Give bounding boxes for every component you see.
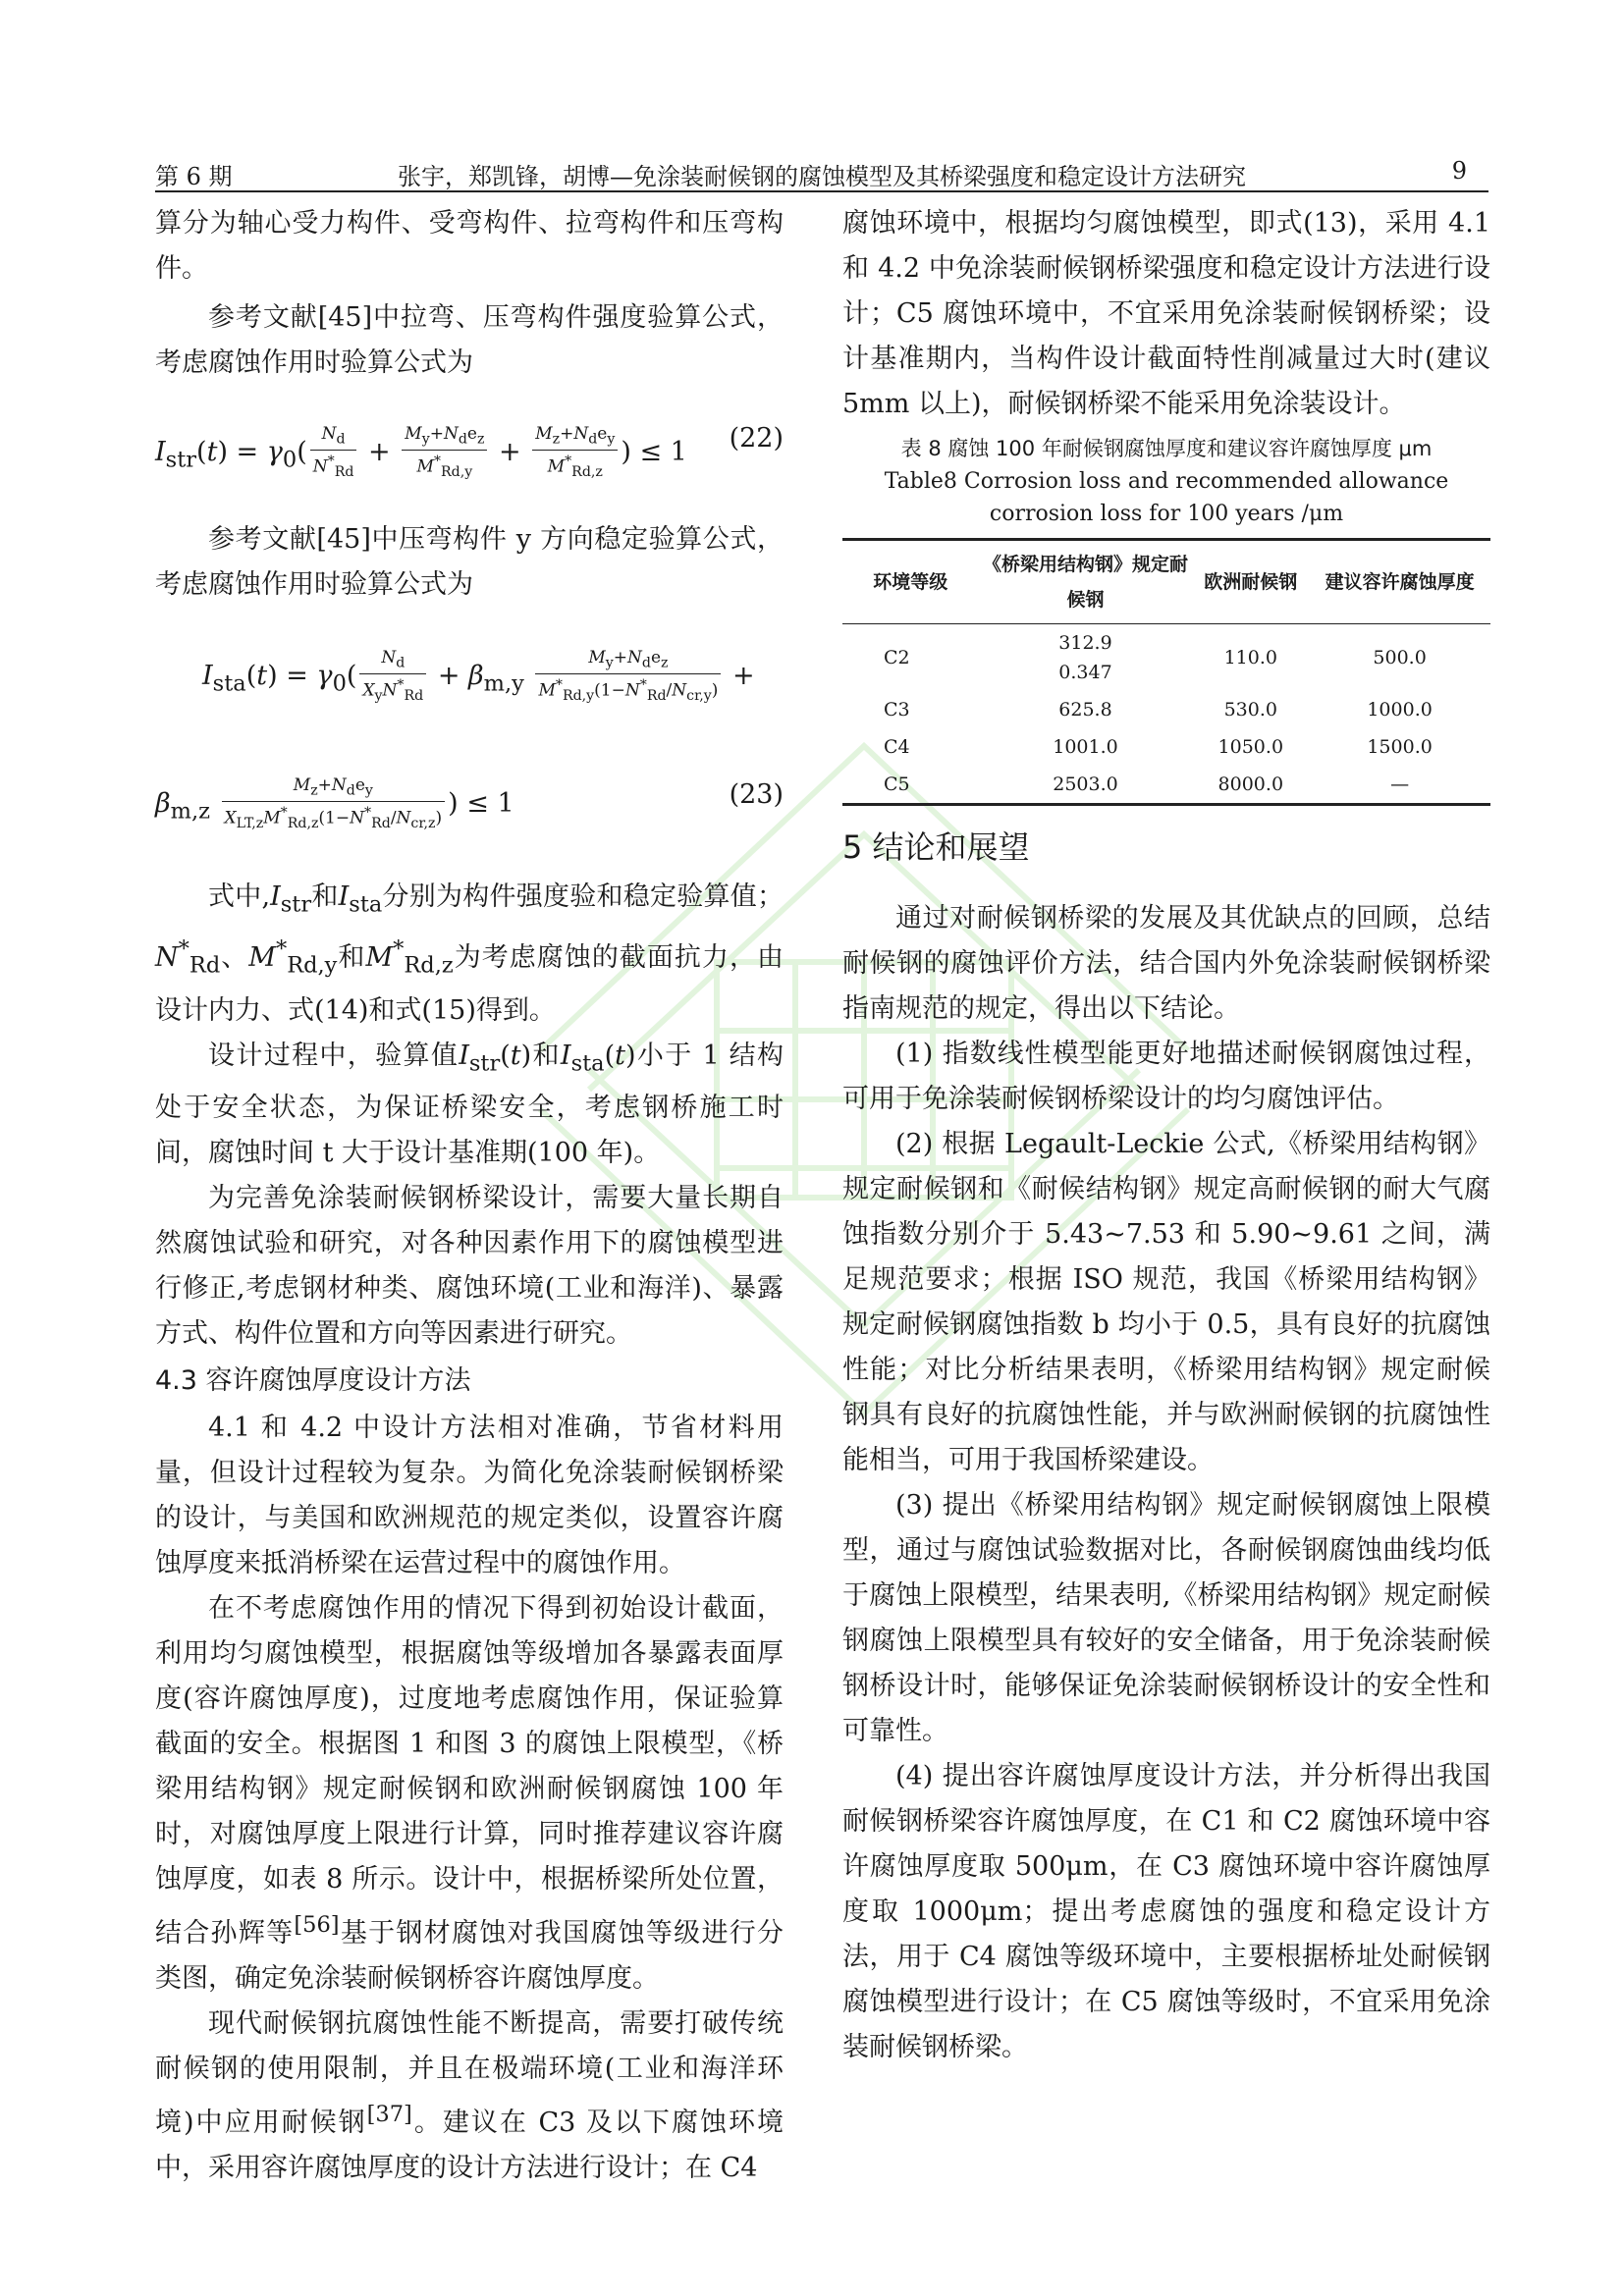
table-cell: 530.0	[1223, 699, 1277, 721]
paragraph: (4) 提出容许腐蚀厚度设计方法，并分析得出我国耐候钢桥梁容许腐蚀厚度，在 C1 和 C2 腐蚀环境中容许腐蚀厚度取 500μm，在 C3 腐蚀环境中容许腐蚀厚度取 1000μm；提出考虑腐蚀的强度和稳定设计方法，用于 C4 腐蚀等级环境中，主要根据桥址处耐候钢腐蚀模型进行设计；在 C5 腐蚀等级时，不宜采用免涂装耐候钢桥梁。	[842, 1761, 1490, 2062]
table-cell: C2	[884, 647, 910, 668]
paragraph: (3) 提出《桥梁用结构钢》规定耐候钢腐蚀上限模型，通过与腐蚀试验数据对比，各耐候钢腐蚀曲线均低于腐蚀上限模型，结果表明,《桥梁用结构钢》规定耐候钢腐蚀上限模型具有较好的安全储备，用于免涂装耐候钢桥设计时，能够保证免涂装耐候钢桥设计的安全性和可靠性。	[842, 1490, 1490, 1746]
equation-22: $I_{str}(t) = \gamma_0$( $\frac{N_d}{N^*_{Rd}}$ + $\frac{M_y+N_de_z}{M^*_{Rd,y}}$ + $\frac{M_z+N_de_y}{M^*_{Rd,z}}$ ) ≤ 1 (22)	[155, 423, 784, 481]
table-header-cell: 欧洲耐候钢	[1204, 571, 1298, 593]
table-8	[842, 538, 1490, 806]
table-header-cell: 《桥梁用结构钢》规定耐候钢	[982, 554, 1188, 611]
paragraph: (2) 根据 Legault-Leckie 公式,《桥梁用结构钢》规定耐候钢和《耐候结构钢》规定高耐候钢的耐大气腐蚀指数分别介于 5.43~7.53 和 5.90~9.61 之间，满足规范要求；根据 ISO 规范，我国《桥梁用结构钢》规定耐候钢腐蚀指数 b 均小于 0.5，具有良好的抗腐蚀性能；对比分析结果表明，《桥梁用结构钢》规定耐候钢具有良好的抗腐蚀性能，并与欧洲耐候钢的抗腐蚀性能相当，可用于我国桥梁建设。	[842, 1129, 1490, 1475]
paragraph: 参考文献[45]中压弯构件 y 方向稳定验算公式，考虑腐蚀作用时验算公式为	[155, 524, 784, 600]
left-column	[155, 201, 784, 2191]
section-heading-5: 5 结论和展望	[842, 828, 1030, 866]
citation: [37]	[366, 2102, 412, 2128]
table-cell: 1000.0	[1367, 699, 1433, 721]
right-column	[842, 201, 1490, 2070]
table-cell: 110.0	[1223, 647, 1277, 668]
paragraph: (1) 指数线性模型能更好地描述耐候钢腐蚀过程，可用于免涂装耐候钢桥梁设计的均匀腐蚀评估。	[842, 1039, 1490, 1114]
table-cell: 1001.0	[1053, 736, 1118, 758]
table-cell: 500.0	[1373, 647, 1427, 668]
equation-number: (22)	[729, 423, 784, 454]
table-header-cell: 建议容许腐蚀厚度	[1325, 571, 1475, 593]
table-row	[842, 624, 1490, 692]
paragraph: 为完善免涂装耐候钢桥梁设计，需要大量长期自然腐蚀试验和研究，对各种因素作用下的腐蚀模型进行修正,考虑钢材种类、腐蚀环境(工业和海洋)、暴露方式、构件位置和方向等因素进行研究。	[155, 1183, 784, 1350]
table-cell: —	[1390, 774, 1410, 795]
paragraph: 设计过程中，验算值$I_{str}(t)$和$I_{sta}(t)$小于 1 结构处于安全状态，为保证桥梁安全，考虑钢桥施工时间，腐蚀时间 t 大于设计基准期(100 年)。	[155, 1040, 784, 1169]
equation-23: $I_{sta}(t) = \gamma_0$( $\frac{N_d}{X_yN^*_{Rd}}$ + $\beta_{m,y}$ $\frac{M_y+N_de_z}{M^*_{Rd,y}(1-N^*_{Rd}/N_{cr,y})}$ + $\beta_{m,z}$ $\frac{M_z+N_de_y}{X_{LT,z}M^*_{Rd,z}(1-N^*_{Rd}/N_{cr,z})}$ ) ≤ 1 (23)	[155, 648, 784, 832]
table-cell: C4	[884, 736, 910, 758]
table-caption-en: Table8 Corrosion loss and recommended allowance corrosion loss for 100 years /μm	[884, 469, 1449, 526]
table-cell: 8000.0	[1217, 774, 1284, 795]
table-cell: 1500.0	[1367, 736, 1433, 758]
table-cell: C3	[884, 699, 910, 721]
paragraph: 4.1 和 4.2 中设计方法相对准确，节省材料用量，但设计过程较为复杂。为简化免涂装耐候钢桥梁的设计，与美国和欧洲规范的规定类似，设置容许腐蚀厚度来抵消桥梁在运营过程中的腐蚀作用。	[155, 1413, 784, 1579]
section-heading-4-3: 4.3 容许腐蚀厚度设计方法	[155, 1365, 471, 1397]
table-cell: 312.9 0.347	[1058, 632, 1112, 683]
paragraph: 在不考虑腐蚀作用的情况下得到初始设计截面，利用均匀腐蚀模型，根据腐蚀等级增加各暴露表面厚度(容许腐蚀厚度)，过度地考虑腐蚀作用，保证验算截面的安全。根据图 1 和图 3 的腐蚀上限模型，《桥梁用结构钢》规定耐候钢和欧洲耐候钢腐蚀 100 年时，对腐蚀厚度上限进行计算，同时推荐建议容许腐蚀厚度，如表 8 所示。设计中，根据桥梁所处位置，结合孙辉等[56]基于钢材腐蚀对我国腐蚀等级进行分类图，确定免涂装耐候钢桥容许腐蚀厚度。	[155, 1593, 784, 1995]
table-row	[842, 766, 1490, 805]
paragraph: 参考文献[45]中拉弯、压弯构件强度验算公式，考虑腐蚀作用时验算公式为	[155, 302, 784, 378]
table-header-row	[842, 540, 1490, 624]
citation: [56]	[294, 1912, 340, 1939]
page-number: 9	[1451, 157, 1467, 185]
table-header-cell: 环境等级	[873, 571, 948, 593]
table-caption-zh: 表 8 腐蚀 100 年耐候钢腐蚀厚度和建议容许腐蚀厚度 μm	[900, 437, 1433, 460]
paragraph: 算分为轴心受力构件、受弯构件、拉弯构件和压弯构件。	[155, 208, 784, 284]
issue-label: 第 6 期	[155, 163, 233, 190]
table-cell: 2503.0	[1053, 774, 1118, 795]
table-row	[842, 728, 1490, 766]
table-cell: C5	[884, 774, 910, 795]
table-cell: 1050.0	[1217, 736, 1284, 758]
running-header	[155, 157, 1488, 192]
running-title: 张宇，郑凯锋，胡博—免涂装耐候钢的腐蚀模型及其桥梁强度和稳定设计方法研究	[398, 163, 1246, 190]
table-row	[842, 691, 1490, 728]
paragraph: 通过对耐候钢桥梁的发展及其优缺点的回顾，总结耐候钢的腐蚀评价方法，结合国内外免涂装耐候钢桥梁指南规范的规定，得出以下结论。	[842, 903, 1490, 1024]
equation-number: (23)	[729, 779, 784, 810]
table-cell: 625.8	[1058, 699, 1112, 721]
paragraph: 腐蚀环境中，根据均匀腐蚀模型，即式(13)，采用 4.1 和 4.2 中免涂装耐候钢桥梁强度和稳定设计方法进行设计；C5 腐蚀环境中，不宜采用免涂装耐候钢桥梁；设计基准期内，当构件设计截面特性削减量过大时(建议 5mm 以上)，耐候钢桥梁不能采用免涂装设计。	[842, 208, 1490, 419]
paragraph-symbols: 式中$,I_{str}$和$I_{sta}$分别为构件强度验和稳定验算值；$N^*_{Rd}$、$M^*_{Rd,y}$和$M^*_{Rd,z}$为考虑腐蚀的截面抗力，由设计内力、式(14)和式(15)得到。	[155, 881, 784, 1026]
paragraph: 现代耐候钢抗腐蚀性能不断提高，需要打破传统耐候钢的使用限制，并且在极端环境(工业和海洋环境)中应用耐候钢[37]。建议在 C3 及以下腐蚀环境中，采用容许腐蚀厚度的设计方法进行设计；在 C4	[155, 2008, 784, 2184]
